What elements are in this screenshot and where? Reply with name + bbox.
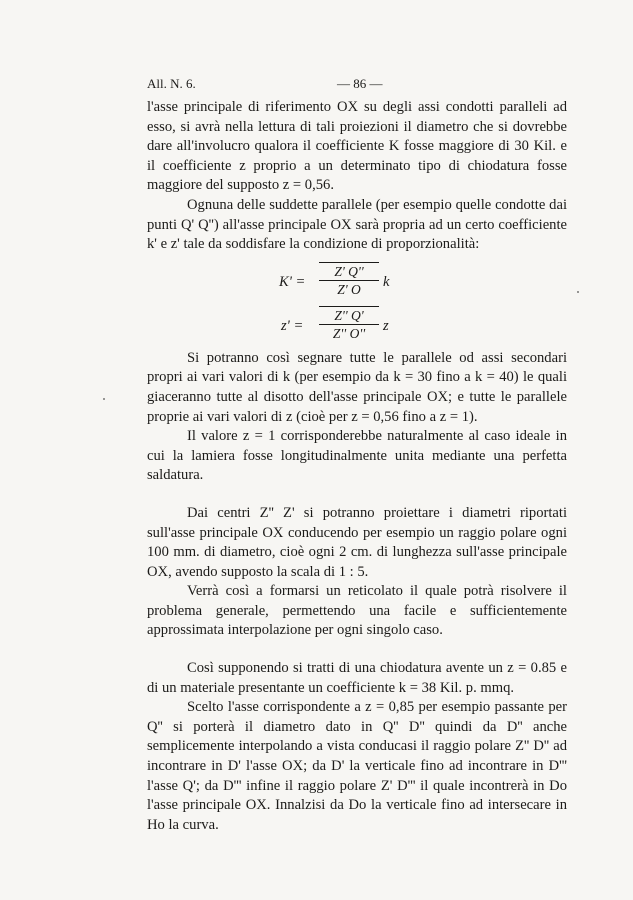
paragraph-3: Si potranno così segnare tutte le parallele od assi secondari propri ai vari valori di k (per esempio da k = 30 fino a k = 40) le quali giaceranno tutte al disotto dell'asse principale OX; e tutte le parallele proprie ai vari valori di z (cioè per z = 0,56 fino a z = 1). <box>147 349 567 425</box>
paragraph-4: Il valore z = 1 corrisponderebbe naturalmente al caso ideale in cui la lamiera fosse longitudinalmente unita mediante una perfetta saldatura. <box>147 428 567 484</box>
paragraph-5: Dai centri Z'' Z' si potranno proiettare i diametri riportati sull'asse principale OX conducendo per esempio un raggio polare ogni 100 mm. di diametro, cioè ogni 2 cm. di lunghezza sull'asse principale OX, avendo supposto la scala di 1 : 5. <box>147 504 567 580</box>
formula-1-numerator: Z' Q'' <box>319 262 379 281</box>
page-body <box>147 98 567 835</box>
paragraph-gap <box>147 486 567 504</box>
paragraph-1: l'asse principale di riferimento OX su degli assi condotti paralleli ad esso, si avrà nella lettura di tali proiezioni il diametro che si dovrebbe dare all'involucro qualora il coefficiente K fosse maggiore di 30 Kil. e il coefficiente z proprio a un determinato tipo di chiodatura fosse maggiore del supposto z = 0,56. <box>147 99 567 194</box>
paragraph-6: Verrà così a formarsi un reticolato il quale potrà risolvere il problema generale, permettendo una facile e sufficientemente approssimata interpolazione per ogni singolo caso. <box>147 583 567 639</box>
formula-1-denominator: Z' O <box>337 281 361 297</box>
paragraph-7: Così supponendo si tratti di una chiodatura avente un z = 0.85 e di un materiale presentante un coefficiente k = 38 Kil. p. mmq. <box>147 660 567 696</box>
page-header <box>147 76 567 94</box>
formula-1-fraction <box>319 262 379 298</box>
proportion-formulas <box>147 259 567 345</box>
paragraph-2: Ognuna delle suddette parallele (per esempio quelle condotte dai punti Q' Q'') all'asse principale OX sarà propria ad un certo coefficiente k' e z' tale da soddisfare la condizione di proporzionalità: <box>147 196 567 253</box>
paper-speck <box>103 398 105 400</box>
formula-2-denominator: Z'' O'' <box>332 325 366 341</box>
paper-speck <box>577 291 579 293</box>
paragraph-8: Scelto l'asse corrispondente a z = 0,85 per esempio passante per Q'' si porterà il diametro dato in Q'' D'' quindi da D'' anche semplicemente interpolando a vista conducasi il raggio polare Z'' D'' ad incontrare in D' l'asse OX; da D' la verticale fino ad incontrare in D''' l'asse Q'; da D''' infine il raggio polare Z' D''' il quale incontrerà in Do l'asse principale OX. Innalzisi da Do la verticale fino ad intersecare in Ho la curva. <box>147 699 567 833</box>
formula-2-rhs: z <box>383 317 389 334</box>
formula-2-fraction <box>319 306 379 342</box>
formula-1-lhs: K' = <box>279 273 306 290</box>
header-annex-label: All. N. 6. <box>147 76 196 91</box>
page-number: — 86 — <box>337 76 383 91</box>
paragraph-gap <box>147 641 567 659</box>
formula-2-lhs: z' = <box>281 317 304 334</box>
formula-1-rhs: k <box>383 273 390 290</box>
formula-2-numerator: Z'' Q' <box>319 306 379 325</box>
